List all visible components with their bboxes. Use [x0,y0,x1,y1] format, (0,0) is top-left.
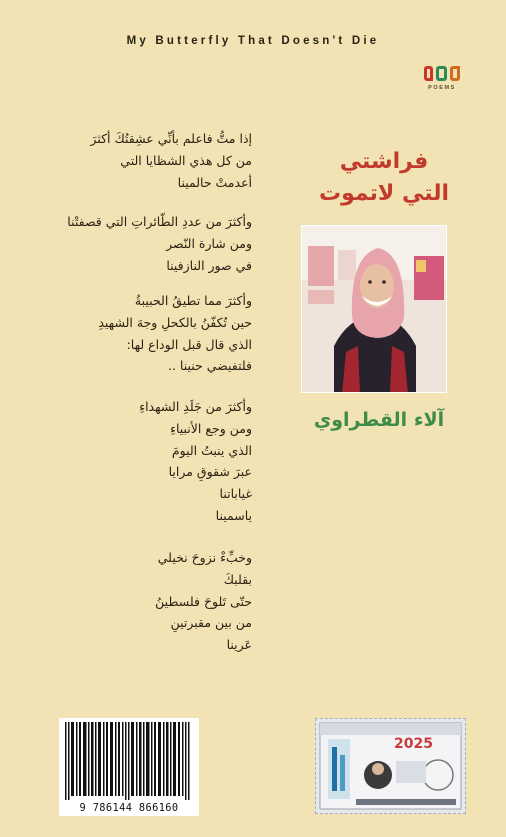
isbn-number: 9 786144 866160 [59,800,199,816]
poem-line: إذا متُّ فاعلم بأنِّي عشِقتُكَ أكثرَ [90,131,252,146]
award-year: 2025 [394,736,433,752]
poem-line: ومن وجع الأنبياءِ [170,420,252,436]
poem-line: ياسمينا [215,507,252,523]
poem-line: من بين مقبرتينِ [170,615,252,631]
poem-stanza-2 [67,211,252,276]
poem-line: وأكثرَ من جَلَدِ الشهداءِ [139,399,252,414]
english-title: My Butterfly That Doesn't Die [126,35,380,47]
poem-line: وأكثرَ من عددِ الطّائراتِ التي قصفتْنا [67,214,252,229]
poem-line: الذي ينبتُ اليومَ [171,442,252,458]
barcode-icon [59,718,199,800]
award-stamp [315,718,466,814]
poem-stanza-1 [90,128,252,193]
poem-line: حين تُكفّنُ بالكحلِ وجهَ الشهيدِ [98,314,252,330]
poem-stanza-5 [155,547,252,656]
poem-line: وخبِّءْ نزوحَ نخيلي [157,550,252,565]
poem-line: فلتفيضي حنينا .. [168,358,252,374]
poem-line: غياباتنا [219,486,252,502]
award-stamp-icon [316,719,465,813]
publisher-logo-icon [422,66,462,82]
poem-line: الذي قال قبل الوداع لها: [126,336,252,352]
poem-line: في صور النازفينا [166,257,252,273]
author-portrait-icon [302,226,447,393]
poem-stanza-4 [139,396,252,527]
author-name: آلاء القطراوي [313,409,445,431]
publisher-logo [422,66,462,98]
poem-line: أعدمتْ حالمينا [177,174,252,190]
poem-line: بقلبكَ [223,571,252,587]
poem-line: حتّى تَلوحَ فلسطينُ [155,593,252,609]
book-title-line-2: التي لاتموت [319,181,449,206]
poem-line: وأكثرَ مما تطيقُ الحبيبةُ [134,293,252,308]
poem-line: من كل هذي الشظايا التي [120,152,252,168]
poem-line: عَرينا [226,637,252,653]
barcode [59,718,199,800]
book-title-line-1: فراشتي [339,149,429,174]
poem-line: عبرَ شقوقِ مرايا [168,464,252,480]
publisher-series-label: POEMS [428,85,456,91]
book-title [304,146,464,210]
author-photo [301,225,447,393]
poem-stanza-3 [98,290,252,377]
poem-line: ومن شارة النّصر [166,235,252,251]
